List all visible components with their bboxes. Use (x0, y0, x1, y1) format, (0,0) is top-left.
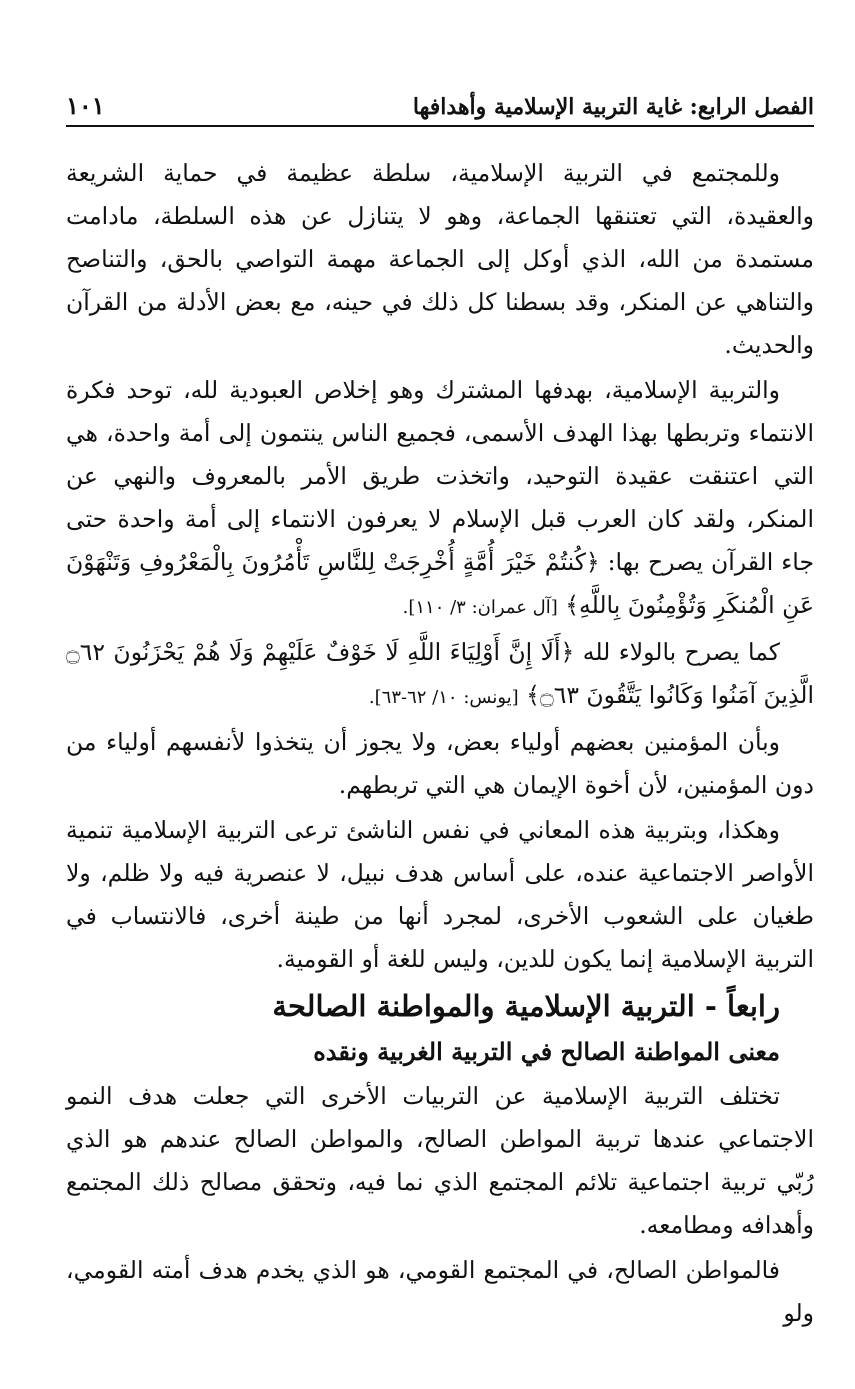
quran-verse: ﴿أَلَا إِنَّ أَوْلِيَاءَ اللَّهِ لَا خَوْفٌ عَلَيْهِمْ وَلَا هُمْ يَحْزَنُونَ ۝٦٢ الَّذِينَ آمَنُوا وَكَانُوا يَتَّقُونَ ۝٦٣﴾ (66, 638, 814, 709)
book-page (66, 0, 814, 1389)
paragraph: فالمواطن الصالح، في المجتمع القومي، هو الذي يخدم هدف أمته القومي، ولو (66, 1256, 814, 1327)
paragraph-text: كما يصرح بالولاء لله (582, 638, 780, 666)
quran-verse: ﴿كُنتُمْ خَيْرَ أُمَّةٍ أُخْرِجَتْ لِلنَّاسِ تَأْمُرُونَ بِالْمَعْرُوفِ وَتَنْهَوْنَ عَنِ الْمُنكَرِ وَتُؤْمِنُونَ بِاللَّهِ﴾ (66, 548, 814, 619)
paragraph (66, 369, 814, 629)
paragraph: تختلف التربية الإسلامية عن التربيات الأخرى التي جعلت هدف النمو الاجتماعي عندها تربية المواطن الصالح، والمواطن الصالح عندهم هو الذي رُبّي تربية اجتماعية تلائم المجتمع الذي نما فيه، وتحقق مصالح ذلك المجتمع وأهدافه ومطامعه. (66, 1082, 814, 1239)
paragraph-text: والتربية الإسلامية، بهدفها المشترك وهو إخلاص العبودية لله، توحد فكرة الانتماء وتربطها بهذا الهدف الأسمى، فجميع الناس ينتمون إلى أمة واحدة، هي التي اعتنقت عقيدة التوحيد، واتخذت طريق الأمر بالمعروف والنهي عن المنكر، ولقد كان العرب قبل الإسلام لا يعرفون الانتماء إلى أمة واحدة حتى جاء القرآن يصرح بها: (66, 376, 814, 576)
paragraph: وبأن المؤمنين بعضهم أولياء بعض، ولا يجوز أن يتخذوا لأنفسهم أولياء من دون المؤمنين، لأن أخوة الإيمان هي التي تربطهم. (66, 728, 814, 799)
paragraph: وللمجتمع في التربية الإسلامية، سلطة عظيمة في حماية الشريعة والعقيدة، التي تعتنقها الجماعة، وهو لا يتنازل عن هذه السلطة، مادامت مستمدة من الله، الذي أوكل إلى الجماعة مهمة التواصي بالحق، والتناصح والتناهي عن المنكر، وقد بسطنا كل ذلك في حينه، مع بعض الأدلة من القرآن والحديث. (66, 159, 814, 359)
chapter-title: الفصل الرابع: غاية التربية الإسلامية وأهدافها (412, 94, 814, 120)
header-rule (66, 125, 814, 127)
paragraph (66, 631, 814, 719)
verse-citation: [يونس: ١٠/ ٦٢-٦٣]. (368, 687, 519, 708)
running-header (66, 86, 814, 120)
sub-heading: معنى المواطنة الصالح في التربية الغربية ونقده (313, 1037, 780, 1066)
verse-citation: [آل عمران: ٣/ ١١٠]. (402, 597, 558, 618)
section-heading: رابعاً - التربية الإسلامية والمواطنة الصالحة (272, 989, 780, 1023)
paragraph: وهكذا، وبتربية هذه المعاني في نفس الناشئ ترعى التربية الإسلامية تنمية الأواصر الاجتماعية عنده، على أساس هدف نبيل، لا عنصرية فيه ولا ظلم، ولا طغيان على الشعوب الأخرى، لمجرد أنها من طينة أخرى، فالانتساب في التربية الإسلامية إنما يكون للدين، وليس للغة أو القومية. (66, 816, 814, 973)
page-number: ١٠١ (66, 91, 105, 120)
body-text (66, 152, 814, 1337)
